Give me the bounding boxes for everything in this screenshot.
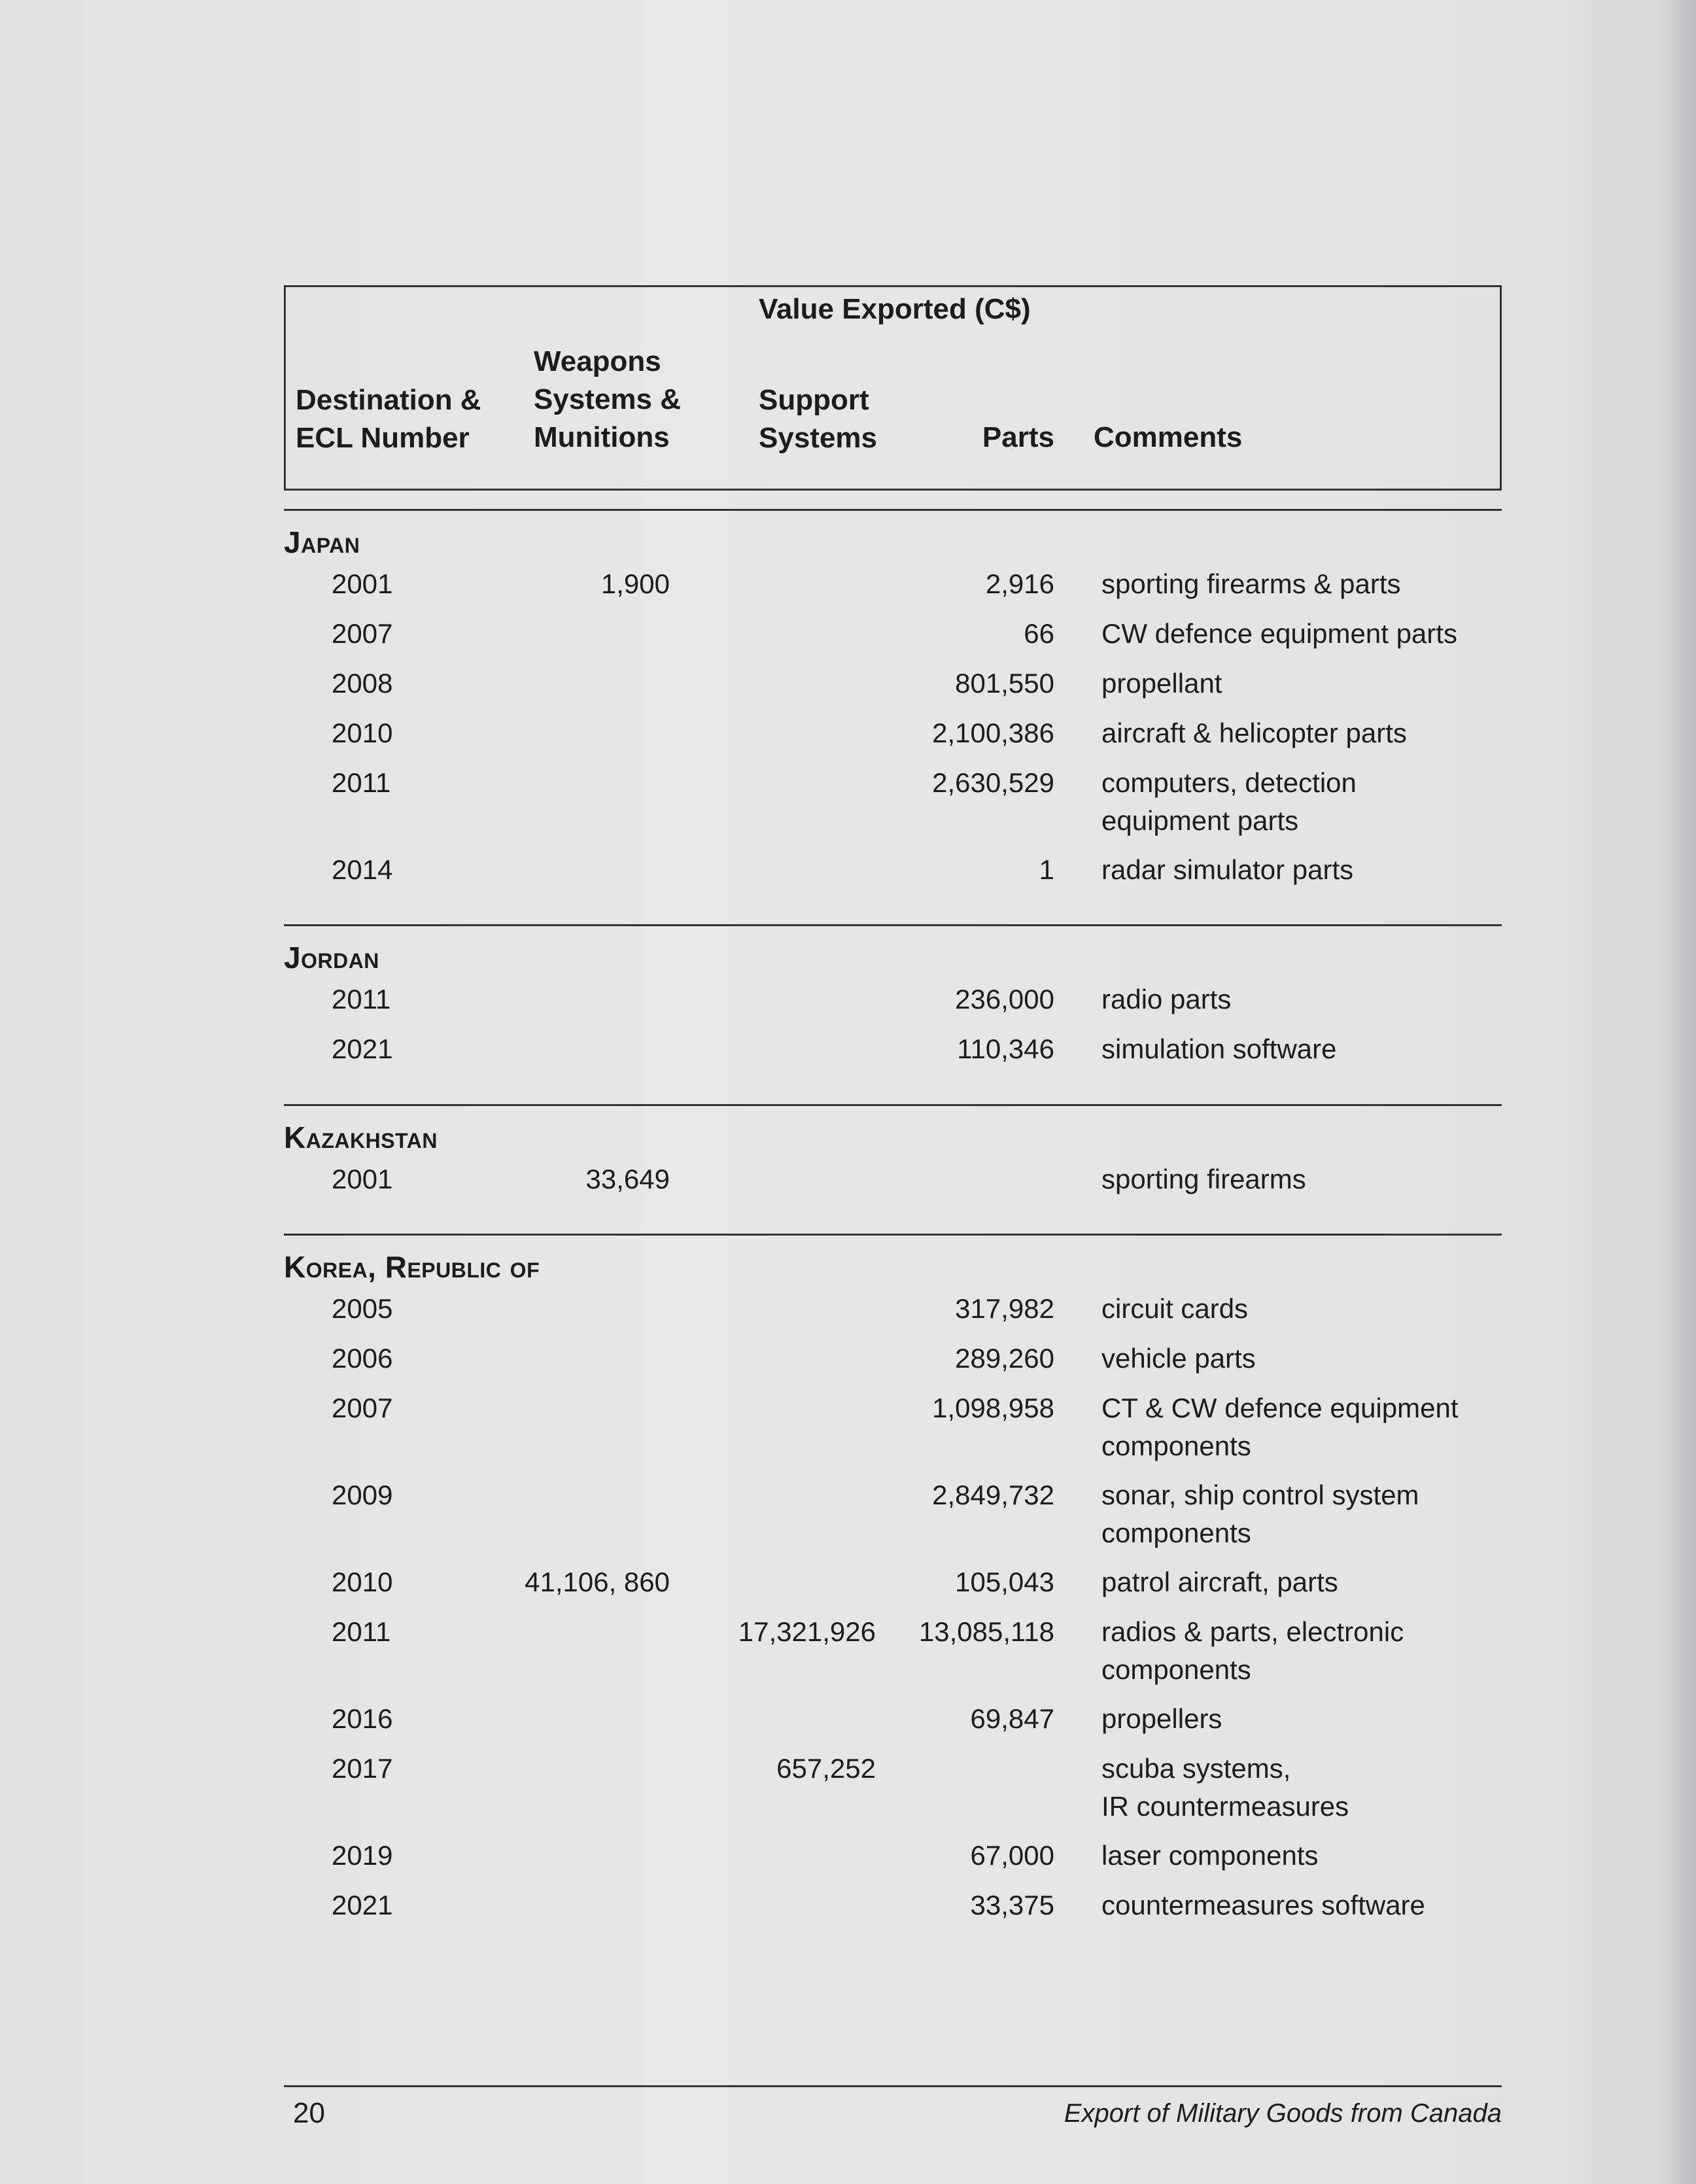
parts-cell: 2,849,732 [932, 1480, 1054, 1510]
comments-cell: vehicle parts [1101, 1343, 1256, 1374]
year-cell: 2016 [332, 1703, 393, 1734]
header-weapons-line: Munitions [534, 421, 670, 453]
year-cell: 2001 [332, 568, 393, 599]
year-cell: 2007 [332, 1393, 393, 1423]
parts-cell: 289,260 [955, 1343, 1054, 1374]
comments-cell [1101, 764, 1494, 840]
comment-line: radios & parts, electronic [1101, 1616, 1404, 1647]
parts-cell: 801,550 [955, 668, 1054, 699]
comments-cell: circuit cards [1101, 1293, 1249, 1324]
year-cell: 2006 [332, 1343, 393, 1374]
comments-cell: propellant [1101, 668, 1222, 699]
table-row [284, 1700, 1502, 1750]
comments-cell [1101, 1613, 1494, 1689]
comment-line: computers, detection [1101, 767, 1357, 798]
table-row [284, 1030, 1502, 1080]
header-weapons-line: Systems & [534, 383, 682, 415]
support-cell: 17,321,926 [738, 1616, 876, 1647]
header-weapons-line: Weapons [534, 345, 661, 377]
comment-line: components [1101, 1430, 1251, 1461]
table-row [284, 1389, 1502, 1476]
header-value-exported: Value Exported (C$) [759, 293, 1031, 325]
comments-cell: CW defence equipment parts [1101, 618, 1457, 649]
comments-cell: laser components [1101, 1840, 1319, 1871]
country-heading: Kazakhstan [284, 1120, 438, 1154]
year-cell: 2019 [332, 1840, 393, 1871]
comments-cell: sporting firearms & parts [1101, 568, 1401, 599]
year-cell: 2017 [332, 1753, 393, 1784]
year-cell: 2010 [332, 718, 393, 748]
footer-rule [284, 2085, 1502, 2087]
parts-cell: 2,916 [985, 568, 1054, 599]
parts-cell: 2,100,386 [932, 718, 1054, 748]
comment-line: components [1101, 1517, 1251, 1548]
header-weapons [534, 343, 681, 457]
comments-cell: simulation software [1101, 1033, 1337, 1064]
table-row [284, 764, 1502, 851]
year-cell: 2011 [332, 1616, 391, 1647]
parts-cell: 33,375 [970, 1890, 1054, 1920]
comments-cell: patrol aircraft, parts [1101, 1567, 1338, 1597]
parts-cell: 69,847 [970, 1703, 1054, 1734]
year-cell: 2008 [332, 668, 393, 699]
page-edge-shadow [1657, 0, 1696, 2184]
year-cell: 2021 [332, 1890, 393, 1920]
table-row [284, 980, 1502, 1030]
parts-cell: 2,630,529 [932, 767, 1054, 798]
year-cell: 2021 [332, 1033, 393, 1064]
year-cell: 2005 [332, 1293, 393, 1324]
parts-cell: 105,043 [955, 1567, 1054, 1597]
header-destination-line: Destination & [296, 384, 481, 416]
year-cell: 2009 [332, 1480, 393, 1510]
year-cell: 2010 [332, 1567, 393, 1597]
header-support-line: Systems [759, 422, 878, 454]
comment-line: components [1101, 1654, 1251, 1685]
comments-cell: aircraft & helicopter parts [1101, 718, 1407, 748]
header-support-line: Support [759, 384, 869, 416]
comments-cell: radio parts [1101, 984, 1232, 1014]
comment-line: equipment parts [1101, 805, 1299, 836]
weapons-cell: 41,106, 860 [525, 1567, 670, 1597]
section-rule [284, 1234, 1502, 1236]
support-cell: 657,252 [776, 1753, 876, 1784]
country-heading: Korea, Republic of [284, 1250, 540, 1284]
table-row [284, 1750, 1502, 1837]
country-heading: Japan [284, 525, 360, 559]
section-kazakhstan [284, 1117, 1502, 1210]
year-cell: 2011 [332, 767, 391, 798]
table-row [284, 1476, 1502, 1563]
comments-cell: radar simulator parts [1101, 854, 1354, 885]
parts-cell: 110,346 [957, 1033, 1054, 1064]
running-footer-title: Export of Military Goods from Canada [1064, 2099, 1502, 2128]
header-parts: Parts [982, 421, 1054, 453]
page-number: 20 [293, 2097, 325, 2129]
section-jordan [284, 937, 1502, 1080]
year-cell: 2007 [332, 618, 393, 649]
section-rule [284, 924, 1502, 926]
table-row [284, 1563, 1502, 1613]
table-row [284, 1837, 1502, 1886]
weapons-cell: 33,649 [585, 1164, 670, 1194]
section-japan [284, 522, 1502, 901]
comments-cell [1101, 1476, 1494, 1552]
year-cell: 2001 [332, 1164, 393, 1194]
parts-cell: 66 [1024, 618, 1054, 649]
table-row [284, 565, 1502, 615]
comment-line: sonar, ship control system [1101, 1480, 1419, 1510]
section-rule [284, 1104, 1502, 1106]
parts-cell: 236,000 [955, 984, 1054, 1014]
comments-cell [1101, 1750, 1494, 1826]
table-row [284, 1613, 1502, 1700]
section-rule [284, 509, 1502, 511]
comment-line: scuba systems, [1101, 1753, 1291, 1784]
header-comments: Comments [1094, 421, 1243, 453]
country-heading: Jordan [284, 941, 379, 975]
parts-cell: 317,982 [955, 1293, 1054, 1324]
year-cell: 2014 [332, 854, 393, 885]
parts-cell: 1 [1039, 854, 1054, 885]
parts-cell: 13,085,118 [918, 1616, 1054, 1647]
header-destination [296, 381, 481, 457]
comment-line: CT & CW defence equipment [1101, 1393, 1459, 1423]
table-row [284, 1886, 1502, 1936]
parts-cell: 1,098,958 [932, 1393, 1054, 1423]
parts-cell: 67,000 [970, 1840, 1054, 1871]
comments-cell [1101, 1389, 1494, 1465]
table-row [284, 714, 1502, 764]
table-row [284, 1340, 1502, 1389]
table-row [284, 1160, 1502, 1210]
table-row [284, 615, 1502, 665]
comment-line: IR countermeasures [1101, 1791, 1349, 1822]
section-korea [284, 1247, 1502, 1936]
table-row [284, 665, 1502, 714]
header-destination-line: ECL Number [296, 422, 470, 454]
comments-cell: propellers [1101, 1703, 1222, 1734]
comments-cell: sporting firearms [1101, 1164, 1306, 1194]
comments-cell: countermeasures software [1101, 1890, 1425, 1920]
weapons-cell: 1,900 [600, 568, 670, 599]
year-cell: 2011 [332, 984, 391, 1014]
table-row [284, 1290, 1502, 1340]
table-row [284, 851, 1502, 901]
